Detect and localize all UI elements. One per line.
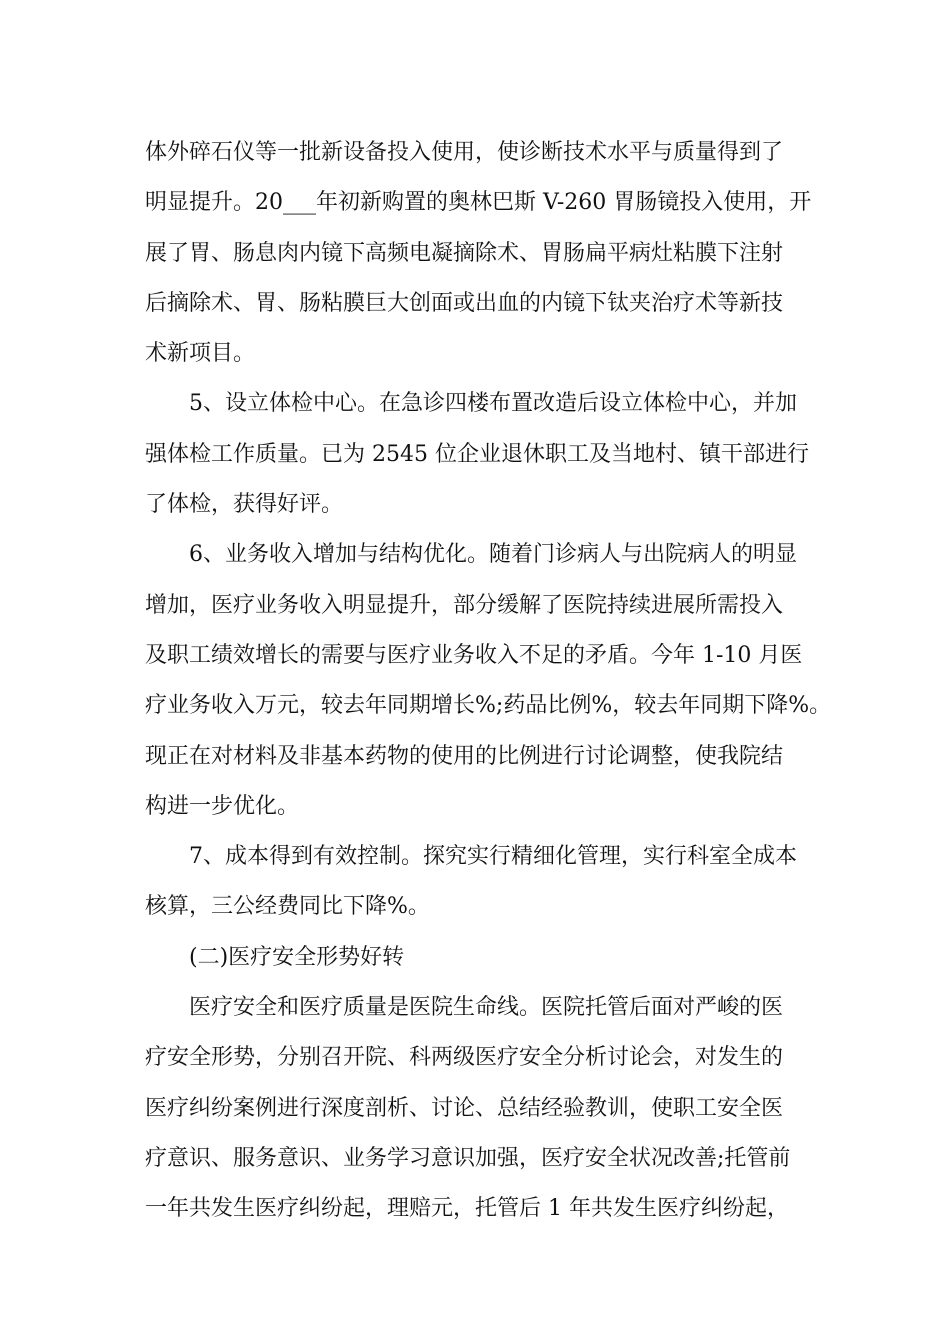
text-line: 后摘除术、胃、肠粘膜巨大创面或出血的内镜下钛夹治疗术等新技 [145, 290, 784, 316]
text-line: 了体检，获得好评。 [145, 492, 344, 518]
text-line: 现正在对材料及非基本药物的使用的比例进行讨论调整，使我院结 [145, 743, 784, 769]
text-line: 及职工绩效增长的需要与医疗业务收入不足的矛盾。今年 1-10 月医 [145, 642, 803, 668]
text-line: 疗业务收入万元，较去年同期增长%;药品比例%，较去年同期下降%。 [145, 693, 832, 719]
paragraph-safety-start: 医疗安全和医疗质量是医院生命线。医院托管后面对严峻的医 [189, 995, 784, 1021]
body-text [145, 128, 832, 1235]
paragraph-7-start: 7、成本得到有效控制。探究实行精细化管理，实行科室全成本 [189, 844, 797, 870]
text-line: 医疗纠纷案例进行深度剖析、讨论、总结经验教训，使职工安全医 [145, 1095, 784, 1121]
text-line: 疗意识、服务意识、业务学习意识加强，医疗安全状况改善;托管前 [145, 1145, 791, 1171]
section-heading: (二)医疗安全形势好转 [189, 944, 405, 970]
text-line: 增加，医疗业务收入明显提升，部分缓解了医院持续进展所需投入 [145, 592, 784, 618]
paragraph-5-start: 5、设立体检中心。在急诊四楼布置改造后设立体检中心，并加 [189, 391, 797, 417]
text-line: 体外碎石仪等一批新设备投入使用，使诊断技术水平与质量得到了 [145, 140, 784, 165]
text-line: 明显提升。20___年初新购置的奥林巴斯 V-260 胃肠镜投入使用，开 [145, 190, 812, 216]
paragraph-6-start: 6、业务收入增加与结构优化。随着门诊病人与出院病人的明显 [189, 542, 797, 568]
text-line: 一年共发生医疗纠纷起，理赔元，托管后 1 年共发生医疗纠纷起， [145, 1196, 789, 1222]
text-line: 核算，三公经费同比下降%。 [145, 894, 430, 920]
text-line: 展了胃、肠息肉内镜下高频电凝摘除术、胃肠扁平病灶粘膜下注射 [145, 240, 784, 266]
text-line: 构进一步优化。 [145, 793, 300, 819]
text-line: 术新项目。 [145, 341, 256, 367]
text-line: 疗安全形势，分别召开院、科两级医疗安全分析讨论会，对发生的 [145, 1045, 784, 1071]
text-line: 强体检工作质量。已为 2545 位企业退休职工及当地村、镇干部进行 [145, 441, 809, 467]
